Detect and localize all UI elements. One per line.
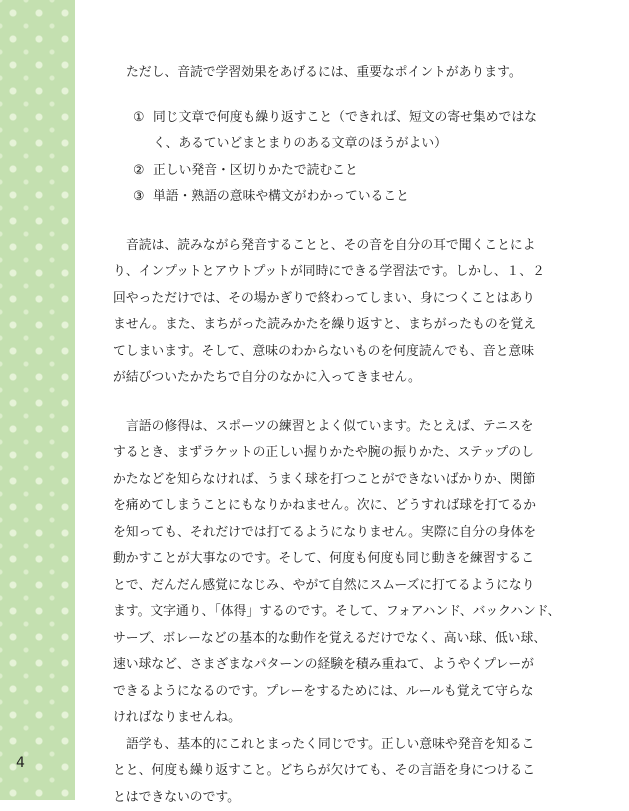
list-text-line: く、あるていどまとまりのある文章のほうがよい） <box>153 131 553 158</box>
text-line: とで、だんだん感覚になじみ、やがて自然にスムーズに打てるようになり <box>113 573 553 600</box>
text-line: り、インプットとアウトプットが同時にできる学習法です。しかし、１、２ <box>113 259 553 286</box>
list-item <box>133 184 553 211</box>
text-line: 音読は、読みながら発音することと、その音を自分の耳で聞くことによ <box>113 233 553 260</box>
text-line: 回やっただけでは、その場かぎりで終わってしまい、身につくことはあり <box>113 286 553 313</box>
list-number: ② <box>133 158 153 185</box>
text-line: 語学も、基本的にこれとまったく同じです。正しい意味や発音を知るこ <box>113 732 553 759</box>
paragraph-ondoku <box>113 233 553 392</box>
text-line: とはできないのです。 <box>113 785 553 811</box>
paragraph-conclusion <box>113 732 553 811</box>
text-line: 動かすことが大事なのです。そして、何度も何度も同じ動きを練習するこ <box>113 546 553 573</box>
text-line: が結びついたかたちで自分のなかに入ってきません。 <box>113 365 553 392</box>
list-item <box>133 158 553 185</box>
list-text-line: 同じ文章で何度も繰り返すこと（できれば、短文の寄せ集めではな <box>153 105 553 132</box>
text-line: できるようになるのです。プレーをするためには、ルールも覚えて守らな <box>113 679 553 706</box>
list-text-line: 正しい発音・区切りかたで読むこと <box>153 158 553 185</box>
decorative-sidebar <box>0 0 75 800</box>
text-line: 言語の修得は、スポーツの練習とよく似ています。たとえば、テニスを <box>113 414 553 441</box>
list-text-line: 単語・熟語の意味や構文がわかっていること <box>153 184 553 211</box>
text-line: ければなりませんね。 <box>113 705 553 732</box>
text-line: サーブ、ボレーなどの基本的な動作を覚えるだけでなく、高い球、低い球、 <box>113 626 553 653</box>
list-item <box>133 105 553 158</box>
page-number: 4 <box>16 755 25 771</box>
text-line: を知っても、それだけでは打てるようになりません。実際に自分の身体を <box>113 520 553 547</box>
main-text <box>113 60 553 811</box>
text-line: とと、何度も繰り返すこと。どちらが欠けても、その言語を身につけるこ <box>113 758 553 785</box>
text-line: ません。また、まちがった読みかたを繰り返すと、まちがったものを覚え <box>113 312 553 339</box>
text-line: かたなどを知らなければ、うまく球を打つことができないばかりか、関節 <box>113 467 553 494</box>
list-number: ③ <box>133 184 153 211</box>
intro-sentence: ただし、音読で学習効果をあげるには、重要なポイントがあります。 <box>113 60 553 87</box>
points-list <box>133 105 553 211</box>
text-line: ます。文字通り、「体得」するのです。そして、フォアハンド、バックハンド、 <box>113 599 553 626</box>
list-number: ① <box>133 105 153 158</box>
text-line: てしまいます。そして、意味のわからないものを何度読んでも、音と意味 <box>113 339 553 366</box>
paragraph-sports-analogy <box>113 414 553 732</box>
text-line: 速い球など、さまざまなパターンの経験を積み重ねて、ようやくプレーが <box>113 652 553 679</box>
text-line: を痛めてしまうことにもなりかねません。次に、どうすれば球を打てるか <box>113 493 553 520</box>
text-line: するとき、まずラケットの正しい握りかたや腕の振りかた、ステップのし <box>113 440 553 467</box>
